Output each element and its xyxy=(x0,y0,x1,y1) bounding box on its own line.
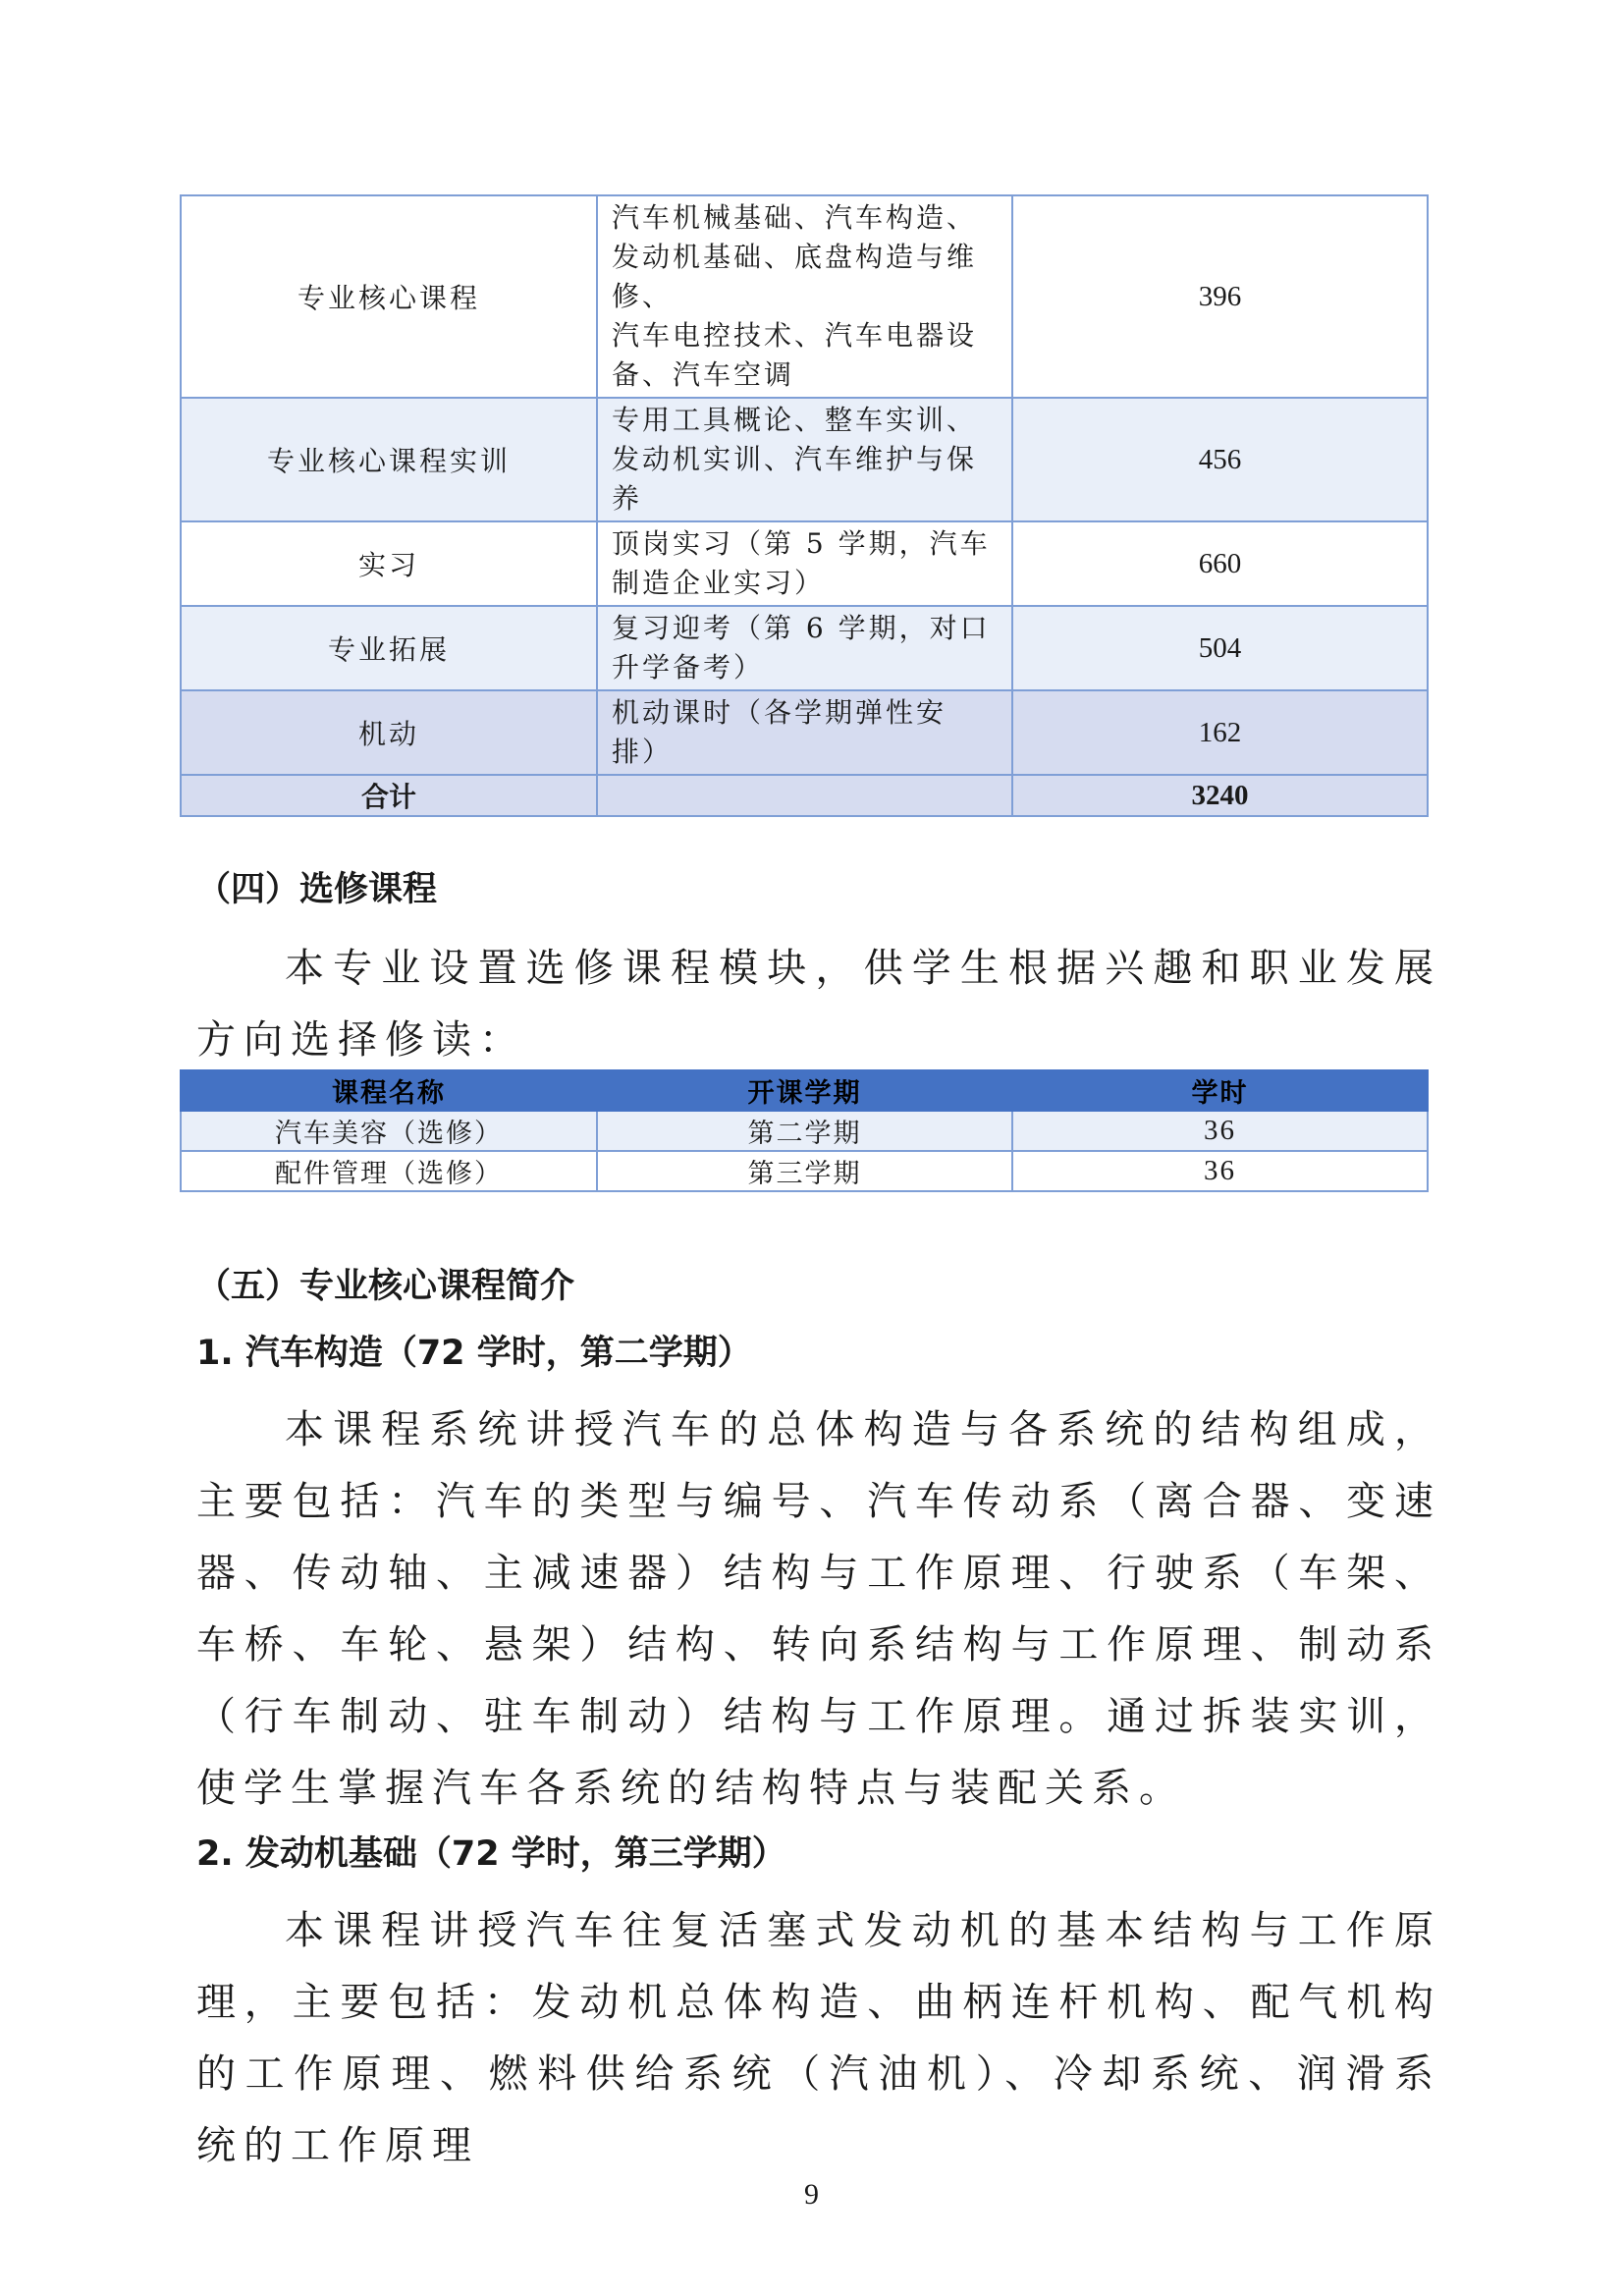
courses-cell: 汽车机械基础、汽车构造、 发动机基础、底盘构造与维 修、 汽车电控技术、汽车电器设 备、汽车空调 xyxy=(597,195,1012,398)
section5-heading: （五）专业核心课程简介 xyxy=(196,1267,575,1306)
hours-cell: 162 xyxy=(1012,690,1428,775)
hours-cell: 456 xyxy=(1012,398,1428,521)
elective-course-table xyxy=(180,1069,1429,1192)
total-label: 合计 xyxy=(181,775,597,816)
hours-cell: 396 xyxy=(1012,195,1428,398)
total-row xyxy=(181,775,1428,816)
header-hours: 学时 xyxy=(1012,1070,1428,1111)
table-row xyxy=(181,195,1428,398)
course1-title: 1. 汽车构造（72 学时，第二学期） xyxy=(196,1334,752,1373)
table-row xyxy=(181,521,1428,606)
courses-cell: 顶岗实习（第 5 学期，汽车 制造企业实习） xyxy=(597,521,1012,606)
hours-cell: 504 xyxy=(1012,606,1428,690)
courses-cell: 专用工具概论、整车实训、 发动机实训、汽车维护与保 养 xyxy=(597,398,1012,521)
section4-paragraph: 本专业设置选修课程模块，供学生根据兴趣和职业发展方向选择修读： xyxy=(196,946,1441,1063)
category-cell: 专业拓展 xyxy=(181,606,597,690)
course1-description: 本课程系统讲授汽车的总体构造与各系统的结构组成，主要包括：汽车的类型与编号、汽车传动系（离合器、变速器、传动轴、主减速器）结构与工作原理、行驶系（车架、车桥、车轮、悬架）结构、转向系结构与工作原理、制动系（行车制动、驻车制动）结构与工作原理。通过拆装实训，使学生掌握汽车各系统的结构特点与装配关系。 xyxy=(196,1407,1441,1811)
hours-cell: 660 xyxy=(1012,521,1428,606)
section4-heading: （四）选修课程 xyxy=(196,870,438,909)
table-row xyxy=(181,1151,1428,1191)
table-row xyxy=(181,1111,1428,1151)
total-courses-cell xyxy=(597,775,1012,816)
category-cell: 实习 xyxy=(181,521,597,606)
course2-title: 2. 发动机基础（72 学时，第三学期） xyxy=(196,1834,786,1874)
hours-cell: 36 xyxy=(1012,1151,1428,1191)
table-row xyxy=(181,398,1428,521)
header-semester: 开课学期 xyxy=(597,1070,1012,1111)
header-course-name: 课程名称 xyxy=(181,1070,597,1111)
category-cell: 专业核心课程实训 xyxy=(181,398,597,521)
courses-cell: 机动课时（各学期弹性安 排） xyxy=(597,690,1012,775)
semester-cell: 第二学期 xyxy=(597,1111,1012,1151)
table-header-row xyxy=(181,1070,1428,1111)
table-row xyxy=(181,606,1428,690)
course-name-cell: 汽车美容（选修） xyxy=(181,1111,597,1151)
course2-description: 本课程讲授汽车往复活塞式发动机的基本结构与工作原理，主要包括：发动机总体构造、曲柄连杆机构、配气机构的工作原理、燃料供给系统（汽油机）、冷却系统、润滑系统的工作原理 xyxy=(196,1908,1441,2168)
course-name-cell: 配件管理（选修） xyxy=(181,1151,597,1191)
table-row xyxy=(181,690,1428,775)
page-number: 9 xyxy=(804,2178,819,2211)
total-hours: 3240 xyxy=(1012,775,1428,816)
category-cell: 专业核心课程 xyxy=(181,195,597,398)
core-course-hours-table xyxy=(180,194,1429,817)
category-cell: 机动 xyxy=(181,690,597,775)
hours-cell: 36 xyxy=(1012,1111,1428,1151)
courses-cell: 复习迎考（第 6 学期，对口 升学备考） xyxy=(597,606,1012,690)
semester-cell: 第三学期 xyxy=(597,1151,1012,1191)
